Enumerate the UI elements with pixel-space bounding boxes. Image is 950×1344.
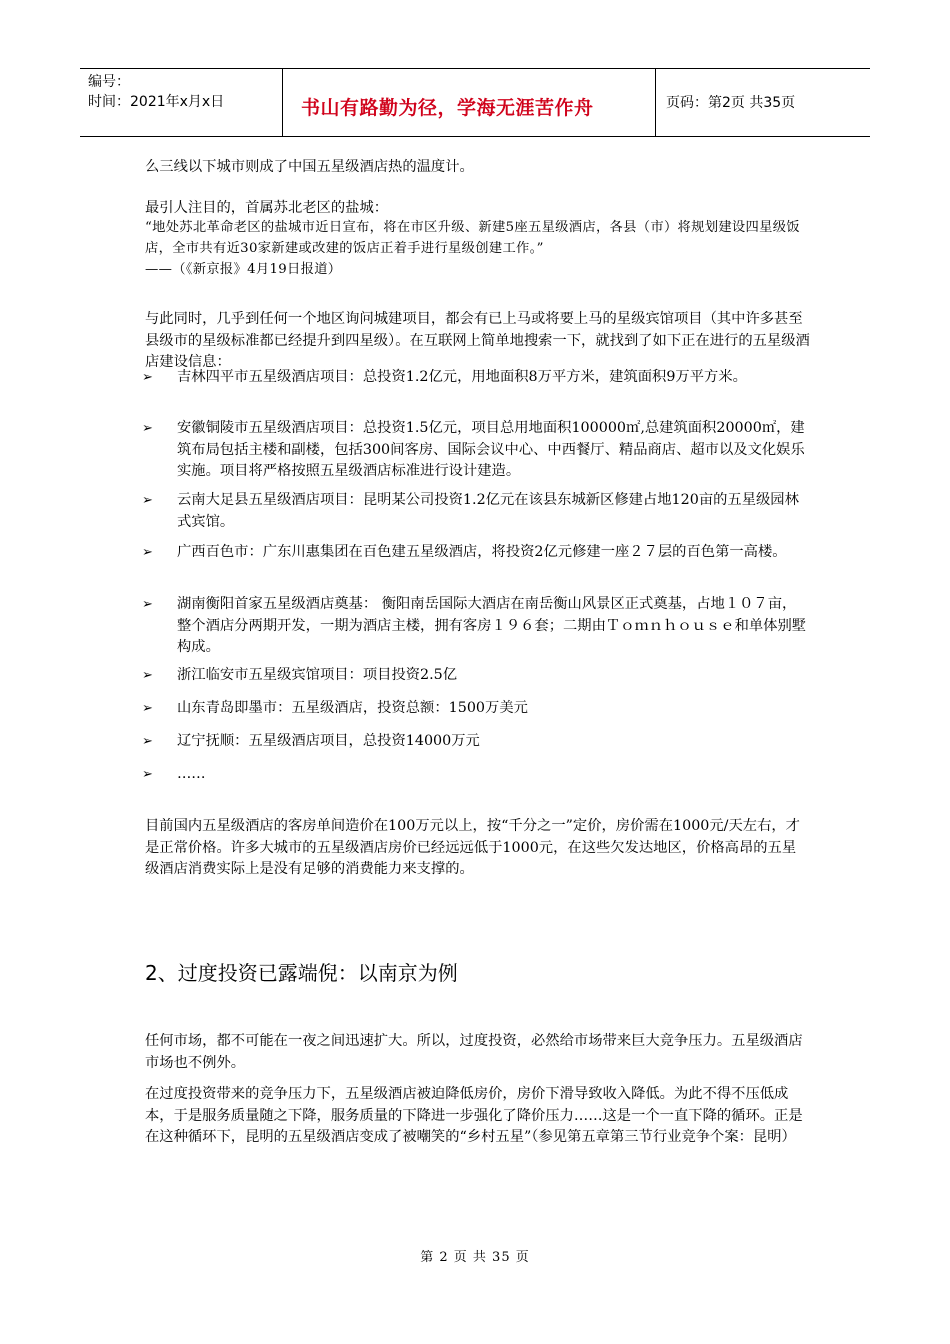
paragraph-1: 么三线以下城市则成了中国五星级酒店热的温度计。 xyxy=(145,159,474,175)
paragraph-2-quote: “地处苏北革命老区的盐城市近日宣布，将在市区升级、新建5座五星级酒店，各县（市）将规划建设四星级饭店，全市共有近30家新建或改建的饭店正着手进行星级创建工作。” xyxy=(145,220,800,256)
header-motto-cell xyxy=(283,69,656,136)
arrowhead-bullet-icon: ➢ xyxy=(142,767,153,782)
motto-text: 书山有路勤为径，学海无涯苦作舟 xyxy=(301,97,594,119)
paragraph-4: 目前国内五星级酒店的客房单间造价在100万元以上，按“千分之一”定价，房价需在1000元/天左右，才是正常价格。许多大城市的五星级酒店房价已经远远低于1000元，在这些欠发达地区，价格高昂的五星级酒店消费实际上是没有足够的消费能力来支撑的。 xyxy=(145,818,800,877)
date-label: 时间：2021年x月x日 xyxy=(88,94,225,110)
paragraph-2-source: ——（《新京报》4月19日报道） xyxy=(145,262,342,277)
arrowhead-bullet-icon: ➢ xyxy=(142,701,153,716)
arrowhead-bullet-icon: ➢ xyxy=(142,370,153,385)
number-label: 编号： xyxy=(88,74,130,90)
arrowhead-bullet-icon: ➢ xyxy=(142,545,153,560)
paragraph-6: 在过度投资带来的竞争压力下，五星级酒店被迫降低房价，房价下滑导致收入降低。为此不得不压低成本，于是服务质量随之下降，服务质量的下降进一步强化了降价压力……这是一个一直下降的循环。正是在这种循环下，昆明的五星级酒店变成了被嘲笑的“乡村五星”（参见第五章第三节行业竞争个案：昆明） xyxy=(145,1086,803,1145)
arrowhead-bullet-icon: ➢ xyxy=(142,734,153,749)
paragraph-3: 与此同时，几乎到任何一个地区询问城建项目，都会有已上马或将要上马的星级宾馆项目（其中许多甚至县级市的星级标准都已经提升到四星级）。在互联网上简单地搜索一下，就找到了如下正在进行的五星级酒店建设信息： xyxy=(145,311,810,370)
page-label: 页码：第2页 共35页 xyxy=(666,95,796,111)
arrowhead-bullet-icon: ➢ xyxy=(142,668,153,683)
arrowhead-bullet-icon: ➢ xyxy=(142,493,153,508)
page-footer: 第 2 页 共 35 页 xyxy=(420,1250,530,1265)
header-meta-cell xyxy=(80,69,283,136)
section-heading: 2、过度投资已露端倪：以南京为例 xyxy=(145,961,458,985)
paragraph-2-intro: 最引人注目的，首属苏北老区的盐城： xyxy=(145,200,389,216)
header-table xyxy=(80,68,870,137)
paragraph-5: 任何市场，都不可能在一夜之间迅速扩大。所以，过度投资，必然给市场带来巨大竞争压力。五星级酒店市场也不例外。 xyxy=(145,1033,803,1071)
header-page-cell xyxy=(656,69,870,136)
arrowhead-bullet-icon: ➢ xyxy=(142,597,153,612)
arrowhead-bullet-icon: ➢ xyxy=(142,421,153,436)
